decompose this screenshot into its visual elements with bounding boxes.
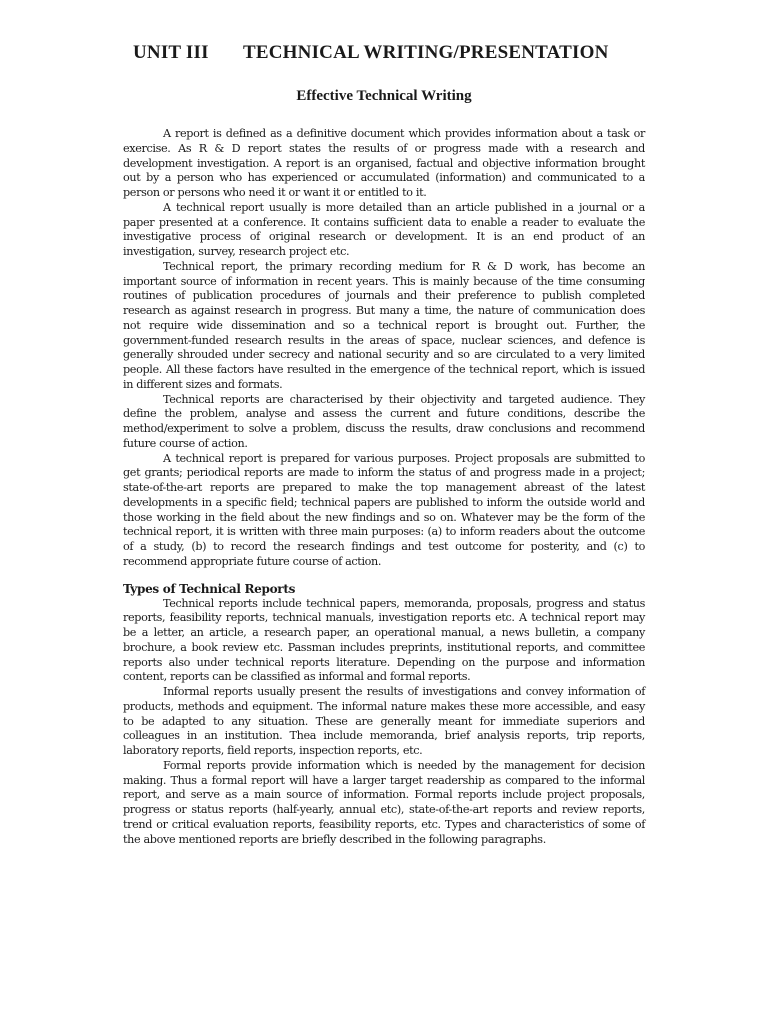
paragraph: Technical reports are characterised by their objectivity and targeted audience. They define the problem, analyse and assess the current and future conditions, describe the method/experiment to solve a problem, discuss the results, draw conclusions and recommend future course of action. xyxy=(123,392,645,450)
paragraph: A technical report usually is more detailed than an article published in a journal or a paper presented at a conference. It contains sufficient data to enable a reader to evaluate the investigative process of original research or development. It is an end product of an investigation, survey, research project etc. xyxy=(123,200,645,258)
unit-heading xyxy=(133,42,693,64)
unit-number: UNIT III xyxy=(133,42,209,63)
paragraph: A technical report is prepared for various purposes. Project proposals are submitted to get grants; periodical reports are made to inform the status of and progress made in a project; state-of-the-art reports are prepared to make the top management abreast of the latest developments in a specific field; technical papers are published to inform the outside world and those working in the field about the new findings and so on. Whatever may be the form of the technical report, it is written with three main purposes: (a) to inform readers about the outcome of a study, (b) to record the research findings and test outcome for posterity, and (c) to recommend appropriate future course of action. xyxy=(123,451,645,568)
paragraph: A report is defined as a definitive document which provides information about a task or exercise. As R & D report states the results of or progress made with a research and development investigation. A report is an organised, factual and objective information brought out by a person who has experienced or accumulated (information) and communicated to a person or persons who need it or want it or entitled to it. xyxy=(123,127,645,199)
types-heading: Types of Technical Reports xyxy=(123,581,296,596)
paragraph: Technical report, the primary recording medium for R & D work, has become an important source of information in recent years. This is mainly because of the time consuming routines of publication procedures of journals and their preference to publish completed research as against research in progress. But many a time, the nature of communication does not require wide dissemination and so a technical report is brought out. Further, the government-funded research results in the areas of space, nuclear sciences, and defence is generally shrouded under secrecy and national security and so are circulated to a very limited people. All these factors have resulted in the emergence of the technical report, which is issued in different sizes and formats. xyxy=(123,259,645,391)
unit-title: TECHNICAL WRITING/PRESENTATION xyxy=(243,42,609,63)
document-body xyxy=(123,127,645,847)
paragraph: Technical reports include technical papers, memoranda, proposals, progress and status reports, feasibility reports, technical manuals, investigation reports etc. A technical report may be a letter, an article, a research paper, an operational manual, a news bulletin, a company brochure, a book review etc. Passman includes preprints, institutional reports, and committee reports also under technical reports literature. Depending on the purpose and information content, reports can be classified as informal and formal reports. xyxy=(123,596,645,684)
paragraph: Informal reports usually present the results of investigations and convey information of products, methods and equipment. The informal nature makes these more accessible, and easy to be adapted to any situation. These are generally meant for immediate superiors and colleagues in an institution. Thea include memoranda, brief analysis reports, trip reports, laboratory reports, field reports, inspection reports, etc. xyxy=(123,685,645,757)
section-title: Effective Technical Writing xyxy=(296,88,472,104)
paragraph: Formal reports provide information which is needed by the management for decision making. Thus a formal report will have a larger target readership as compared to the informal report, and serve as a main source of information. Formal reports include project proposals, progress or status reports (half-yearly, annual etc), state-of-the-art reports and review reports, trend or critical evaluation reports, feasibility reports, etc. Types and characteristics of some of the above mentioned reports are briefly described in the following paragraphs. xyxy=(123,758,645,846)
